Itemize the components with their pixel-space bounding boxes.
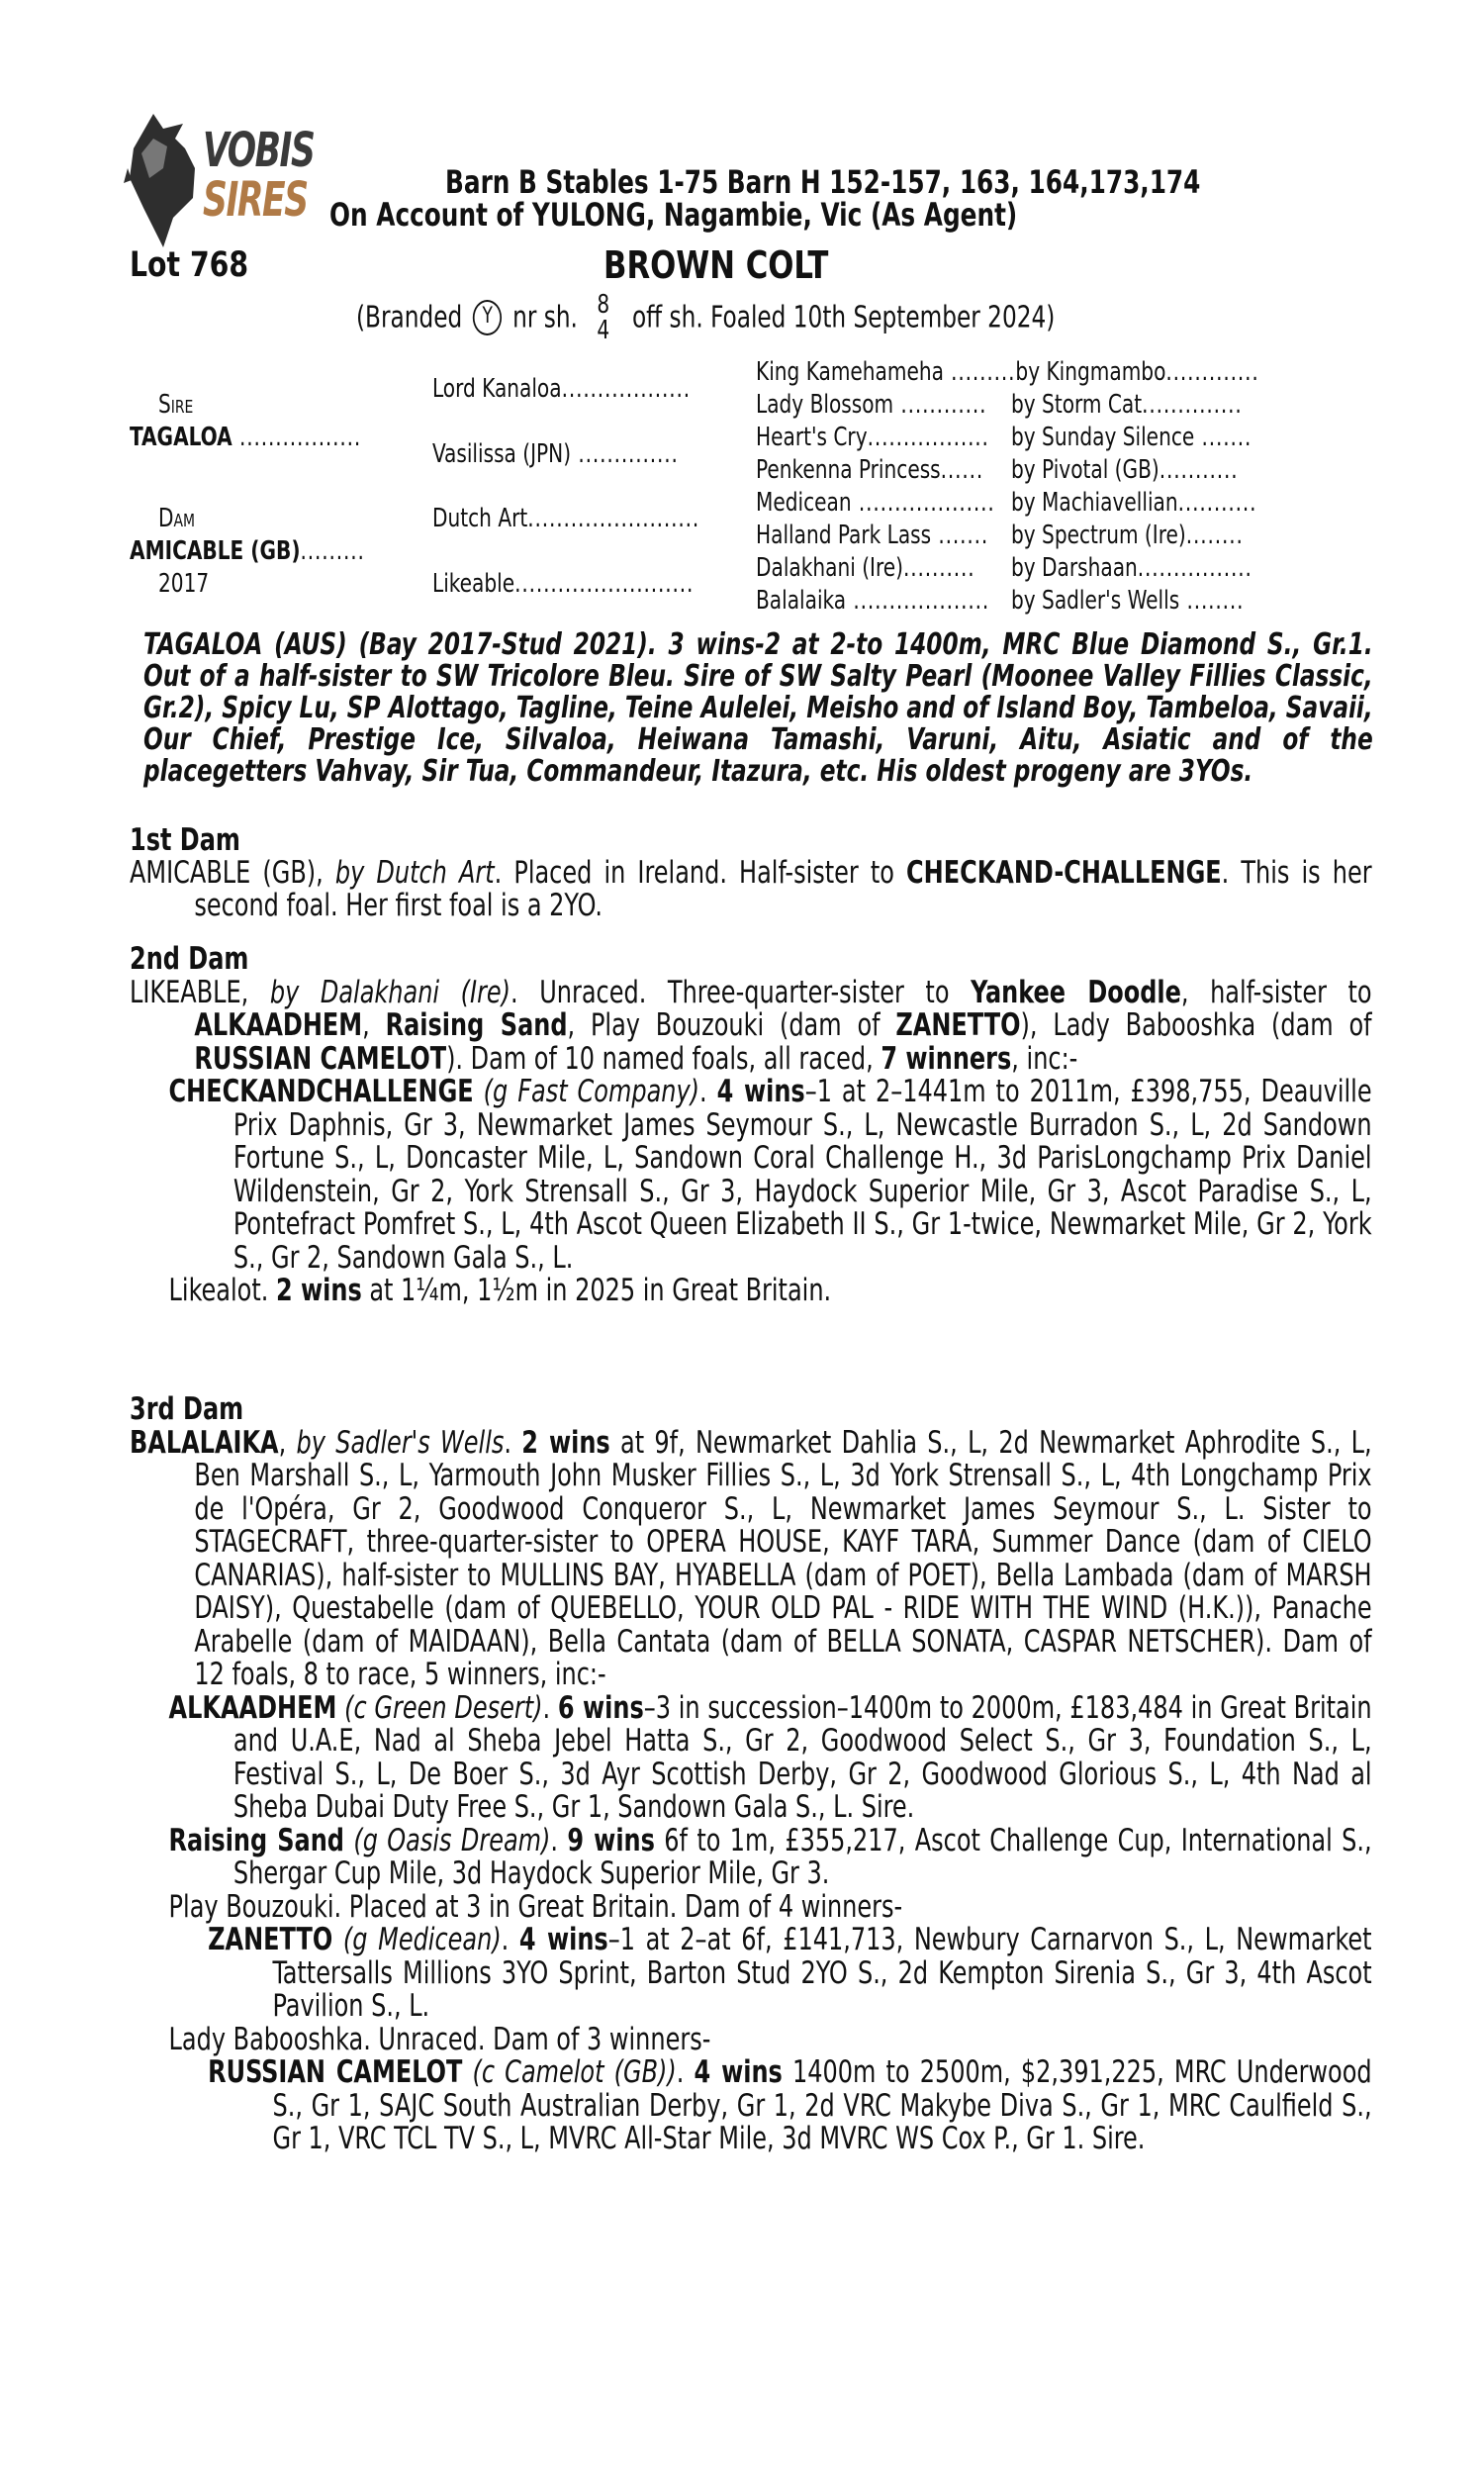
progeny-entry: Lady Babooshka. Unraced. Dam of 3 winners- xyxy=(168,2021,711,2057)
brand-mark-icon: Y xyxy=(473,300,502,335)
horse-rider-icon xyxy=(124,109,203,257)
lot-number: Lot 768 xyxy=(130,245,249,285)
gen2-item: Vasilissa (JPN) .............. xyxy=(432,439,679,469)
first-dam-heading: 1st Dam xyxy=(130,822,240,858)
lot-title: BROWN COLT xyxy=(603,243,829,287)
gen2-item: Lord Kanaloa.................. xyxy=(432,374,692,404)
gen2-item: Dutch Art........................ xyxy=(432,504,700,533)
vobis-sires-logo xyxy=(124,109,322,257)
dam-label: Dam xyxy=(158,504,196,533)
logo-vobis: VOBIS xyxy=(203,123,315,178)
sire-name: TAGALOA ................. xyxy=(130,423,362,452)
gen3-row: Penkenna Princess...... by Pivotal (GB)........... xyxy=(756,455,1239,485)
brand-frac-top: 8 xyxy=(597,290,610,320)
third-dam-heading: 3rd Dam xyxy=(130,1391,244,1427)
gen3-row: Dalakhani (Ire).......... by Darshaan................ xyxy=(756,553,1252,583)
third-dam-text: BALALAIKA, by Sadler's Wells. 2 wins at 9f, Newmarket Dahlia S., L, 2d Newmarket Aphrodite S., L, Ben Marshall S., L, Yarmouth John Musker Fillies S., L, 3d York Strensall S., L, 4th Longchamp Prix de l'Opéra, Gr 2, Goodwood Conqueror S., L, Newmarket James Seymour S., L. Sister to STAGECRAFT, three-quarter-sister to OPERA HOUSE, KAYF TARA, Summer Dance (dam of CIELO CANARIAS), half-sister to MULLINS BAY, HYABELLA (dam of POET), Bella Lambada (dam of MARSH DAISY), Questabelle (dam of QUEBELLO, YOUR OLD PAL - RIDE WITH THE WIND (H.K.)), Panache Arabelle (dam of MAIDAAN), Bella Cantata (dam of BELLA SONATA, CASPAR NETSCHER). Dam of 12 foals, 8 to race, 5 winners, inc:- xyxy=(130,1424,1372,1692)
sire-label: Sire xyxy=(158,390,194,420)
second-dam-heading: 2nd Dam xyxy=(130,941,249,977)
dam-year: 2017 xyxy=(158,569,210,599)
gen3-row: Heart's Cry................. by Sunday Silence ....... xyxy=(756,423,1252,452)
second-dam-text: LIKEABLE, by Dalakhani (Ire). Unraced. Three-quarter-sister to Yankee Doodle, half-sister to ALKAADHEM, Raising Sand, Play Bouzouki (dam of ZANETTO), Lady Babooshka (dam of RUSSIAN CAMELOT). Dam of 10 named foals, all raced, 7 winners, inc:- xyxy=(130,974,1372,1077)
logo-sires: SIRES xyxy=(203,172,308,228)
progeny-entry: CHECKANDCHALLENGE (g Fast Company). 4 wins–1 at 2–1441m to 2011m, £398,755, Deauville Prix Daphnis, Gr 3, Newmarket James Seymour S., L, Newcastle Burradon S., L, 2d Sandown Fortune S., L, Doncaster Mile, L, Sandown Coral Challenge H., 3d ParisLongchamp Prix Daniel Wildenstein, Gr 2, York Strensall S., Gr 3, Haydock Superior Mile, Gr 3, Ascot Paradise S., L, Pontefract Pomfret S., L, 4th Ascot Queen Elizabeth II S., Gr 1-twice, Newmarket Mile, Gr 2, York S., Gr 2, Sandown Gala S., L. xyxy=(168,1074,1372,1276)
first-dam-text: AMICABLE (GB), by Dutch Art. Placed in Ireland. Half-sister to CHECKAND-CHALLENGE. This is her second foal. Her first foal is a 2YO. xyxy=(130,855,1372,923)
progeny-entry: Likealot. 2 wins at 1¼m, 1½m in 2025 in Great Britain. xyxy=(168,1273,832,1308)
third-dam-section xyxy=(130,1393,1484,2156)
brand-fraction xyxy=(597,292,609,343)
grand-progeny-entry: ZANETTO (g Medicean). 4 wins–1 at 2–at 6f, £141,713, Newbury Carnarvon S., L, Newmarket Tattersalls Millions 3YO Sprint, Barton Stud 2YO S., 2d Kempton Sirenia S., Gr 3, 4th Ascot Pavilion S., L. xyxy=(208,1922,1372,2024)
brand-line xyxy=(356,292,1055,343)
gen3-row: Medicean ................... by Machiavellian........... xyxy=(756,488,1257,518)
brand-frac-bottom: 4 xyxy=(597,316,610,345)
brand-mid: nr sh. xyxy=(512,300,578,335)
progeny-entry: Raising Sand (g Oasis Dream). 9 wins 6f to 1m, £355,217, Ascot Challenge Cup, International S., Shergar Cup Mile, 3d Haydock Superior Mile, Gr 3. xyxy=(168,1822,1372,1891)
brand-suffix: off sh. Foaled 10th September 2024) xyxy=(631,300,1056,335)
grand-progeny-entry: RUSSIAN CAMELOT (c Camelot (GB)). 4 wins 1400m to 2500m, $2,391,225, MRC Underwood S., Gr 1, SAJC South Australian Derby, Gr 1, 2d VRC Makybe Diva S., Gr 1, MRC Caulfield S., Gr 1, VRC TCL TV S., L, MVRC All-Star Mile, 3d MVRC WS Cox P., Gr 1. Sire. xyxy=(208,2054,1372,2156)
brand-prefix: (Branded xyxy=(356,300,463,335)
progeny-entry: Play Bouzouki. Placed at 3 in Great Britain. Dam of 4 winners- xyxy=(168,1888,903,1925)
sire-summary xyxy=(143,629,1484,788)
second-dam-section xyxy=(130,943,1484,1308)
progeny-entry: ALKAADHEM (c Green Desert). 6 wins–3 in succession–1400m to 2000m, £183,484 in Great Britain and U.A.E, Nad al Sheba Jebel Hatta S., Gr 2, Goodwood Select S., Gr 3, Foundation S., L, Festival S., L, De Boer S., 3d Ayr Scottish Derby, Gr 2, Goodwood Glorious S., L, 4th Nad al Sheba Dubai Duty Free S., Gr 1, Sandown Gala S., L. Sire. xyxy=(168,1689,1372,1825)
gen3-row: Lady Blossom ............ by Storm Cat.............. xyxy=(756,390,1243,420)
gen2-item: Likeable......................... xyxy=(432,569,695,599)
dam-name: AMICABLE (GB)......... xyxy=(130,536,365,566)
stable-location: Barn B Stables 1-75 Barn H 152-157, 163, 164,173,174 xyxy=(445,163,1201,201)
vendor-line: On Account of YULONG, Nagambie, Vic (As Agent) xyxy=(329,196,1018,234)
gen3-row: King Kamehameha .........by Kingmambo............. xyxy=(756,357,1259,387)
sire-summary-text: TAGALOA (AUS) (Bay 2017-Stud 2021). 3 wins-2 at 2-to 1400m, MRC Blue Diamond S., Gr.1. Out of a half-sister to SW Tricolore Bleu. Sire of SW Salty Pearl (Moonee Valley Fillies Classic, Gr.2), Spicy Lu, SP Alottago, Tagline, Teine Aulelei, Meisho and of Island Boy, Tambeloa, Savaii, Our Chief, Prestige Ice, Silvaloa, Heiwana Tamashi, Varuni, Aitu, Asiatic and of the placegetters Vahvay, Sir Tua, Commandeur, Itazura, etc. His oldest progeny are 3YOs. xyxy=(143,627,1373,789)
first-dam-section xyxy=(130,824,1484,922)
gen3-row: Balalaika ................... by Sadler's Wells ........ xyxy=(756,586,1245,616)
gen3-row: Halland Park Lass ....... by Spectrum (Ire)........ xyxy=(756,521,1244,550)
